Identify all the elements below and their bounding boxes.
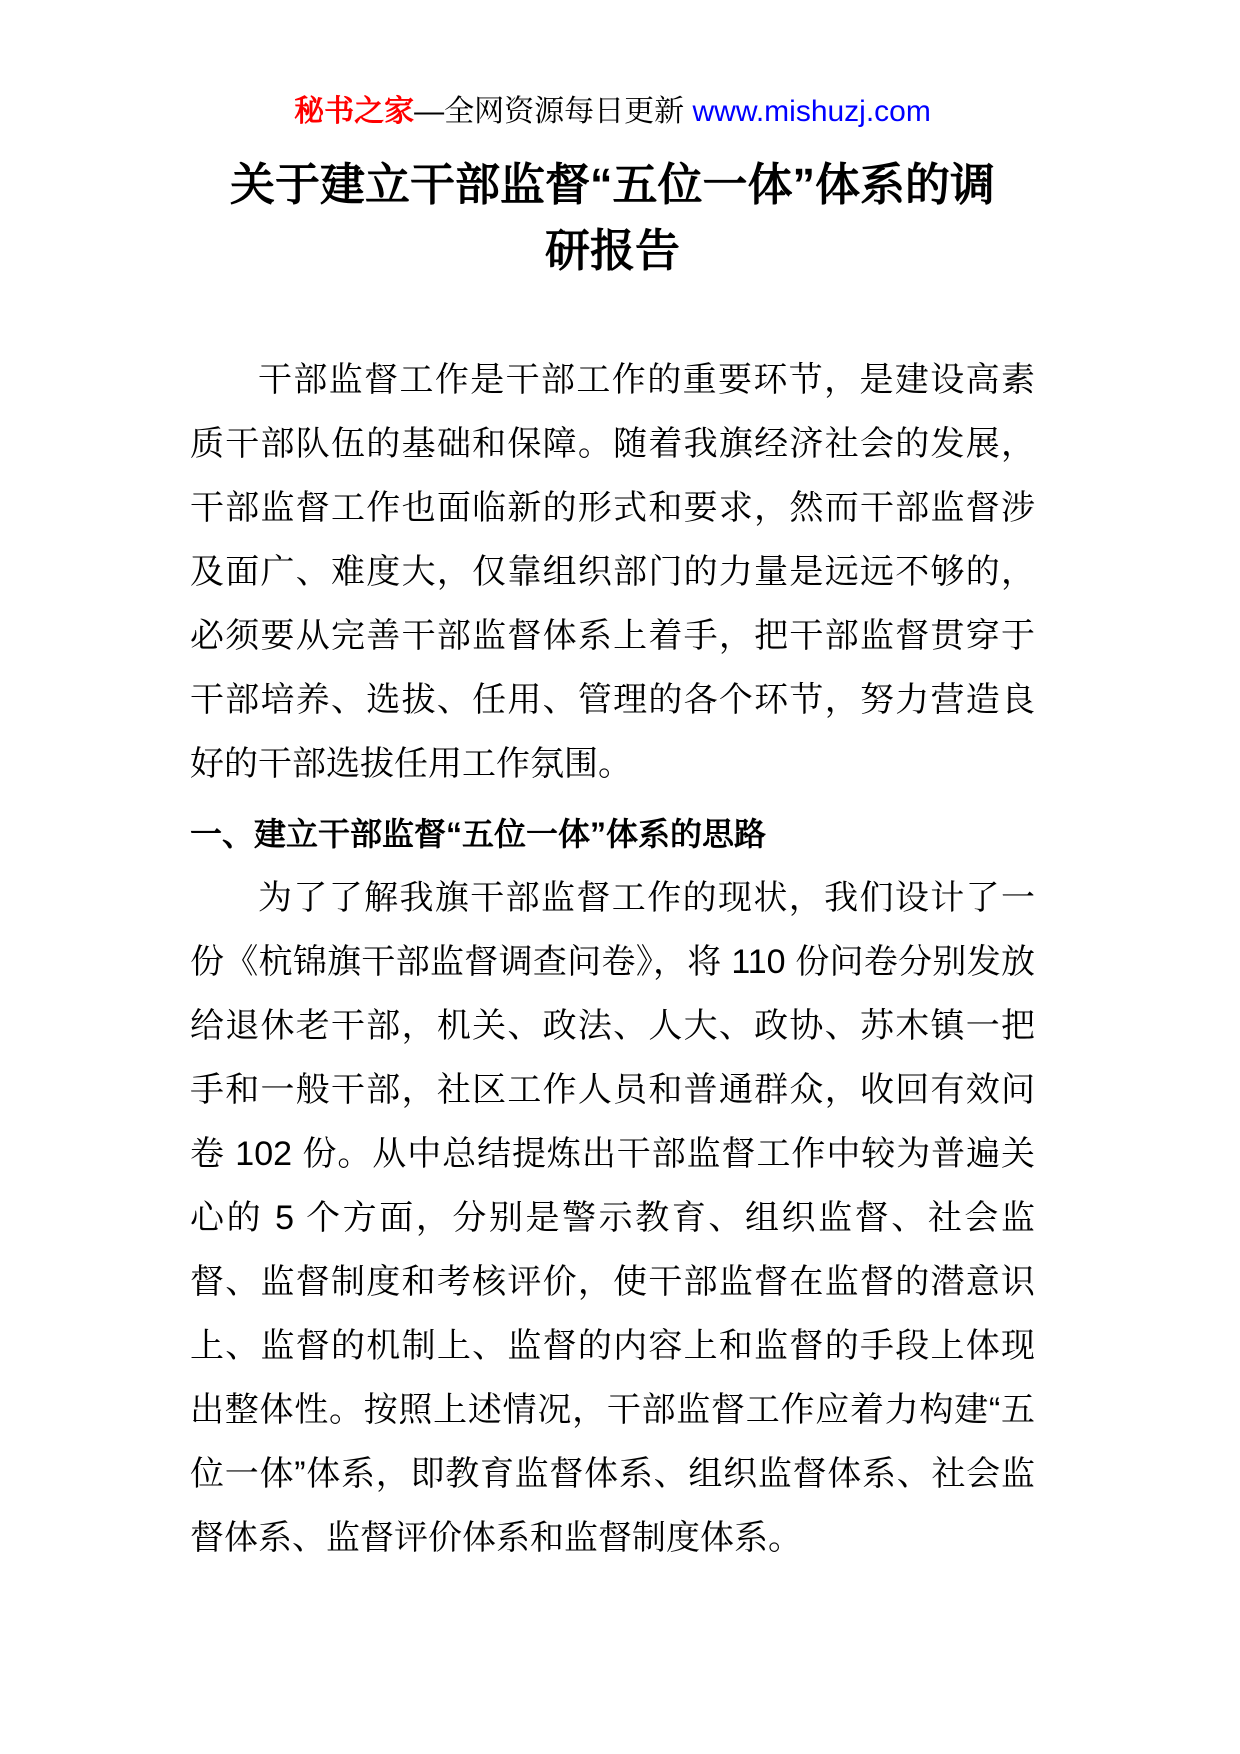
paragraph-intro: 干部监督工作是干部工作的重要环节，是建设高素质干部队伍的基础和保障。随着我旗经济社会的发展，干部监督工作也面临新的形式和要求，然而干部监督涉及面广、难度大，仅靠组织部门的力量是远远不够的，必须要从完善干部监督体系上着手，把干部监督贯穿于干部培养、选拔、任用、管理的各个环节，努力营造良好的干部选拔任用工作氛围。 (190, 361, 1035, 783)
site-url-link[interactable]: www.mishuzj.com (692, 95, 931, 128)
site-header (190, 92, 1035, 132)
section-heading-1: 一、建立干部监督“五位一体”体系的思路 (190, 816, 767, 852)
paragraph-section-1: 为了了解我旗干部监督工作的现状，我们设计了一份《杭锦旗干部监督调查问卷》，将 110 份问卷分别发放给退休老干部，机关、政法、人大、政协、苏木镇一把手和一般干部，社区工作人员和普通群众，收回有效问卷 102 份。从中总结提炼出干部监督工作中较为普遍关心的 5 个方面，分别是警示教育、组织监督、社会监督、监督制度和考核评价，使干部监督在监督的潜意识上、监督的机制上、监督的内容上和监督的手段上体现出整体性。按照上述情况，干部监督工作应着力构建“五位一体”体系，即教育监督体系、组织监督体系、社会监督体系、监督评价体系和监督制度体系。 (190, 879, 1035, 1557)
site-brand: 秘书之家 (294, 95, 415, 128)
document-title: 关于建立干部监督“五位一体”体系的调研报告 (229, 159, 995, 276)
site-tagline: —全网资源每日更新 (414, 95, 693, 128)
